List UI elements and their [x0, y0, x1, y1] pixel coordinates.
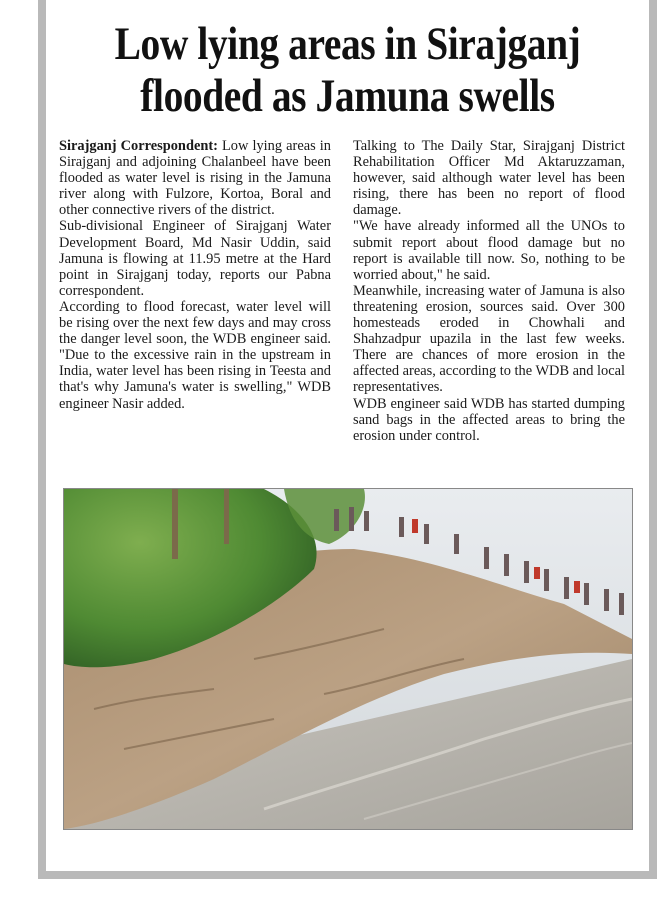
paragraph	[59, 138, 331, 218]
paragraph: "We have already informed all the UNOs to submit report about flood damage but no report is available till now. So, nothing to be worried about," he said.	[353, 218, 625, 283]
tree-trunk	[172, 489, 178, 559]
paragraph-text: Low lying areas in Sirajganj and adjoining Chalanbeel have been flooded as water level is rising in the Jamuna river along with Fulzore, Kortoa, Boral and other connective rivers of the district.	[59, 138, 331, 219]
paragraph: WDB engineer said WDB has started dumping sand bags in the affected areas to bring the erosion under control.	[353, 395, 625, 444]
clipping-sheet	[46, 0, 649, 871]
headline-line-1: Low lying areas in Sirajganj	[114, 18, 581, 70]
headline-line-2: flooded as Jamuna swells	[140, 70, 555, 122]
tree-trunk	[224, 489, 229, 544]
paragraph: Talking to The Daily Star, Sirajganj District Rehabilitation Officer Md Aktaruzzaman, however, said although water level has been rising, there has been no report of flood damage.	[353, 138, 625, 219]
article-column-right	[353, 138, 625, 444]
byline: Sirajganj Correspondent:	[59, 138, 218, 154]
riverbank-erosion-photo	[63, 488, 633, 830]
headline	[94, 18, 601, 122]
article-column-left	[59, 138, 331, 412]
newspaper-clipping-frame	[38, 0, 657, 879]
paragraph: Sub-divisional Engineer of Sirajganj Water Development Board, Md Nasir Uddin, said Jamuna is flowing at 11.95 metre at the Hard point in Sirajganj today, reports our Pabna correspondent.	[59, 218, 331, 299]
paragraph: According to flood forecast, water level will be rising over the next few days and may cross the danger level soon, the WDB engineer said. "Due to the excessive rain in the upstream in India, water level has been rising in Teesta and that's why Jamuna's water is swelling," WDB engineer Nasir added.	[59, 298, 331, 412]
photo-illustration	[64, 489, 632, 829]
paragraph: Meanwhile, increasing water of Jamuna is also threatening erosion, sources said. Over 300 homesteads eroded in Chowhali and Shahzadpur upazila in the last few weeks. There are chances of more erosion in the affected areas, according to the WDB and local representatives.	[353, 282, 625, 396]
